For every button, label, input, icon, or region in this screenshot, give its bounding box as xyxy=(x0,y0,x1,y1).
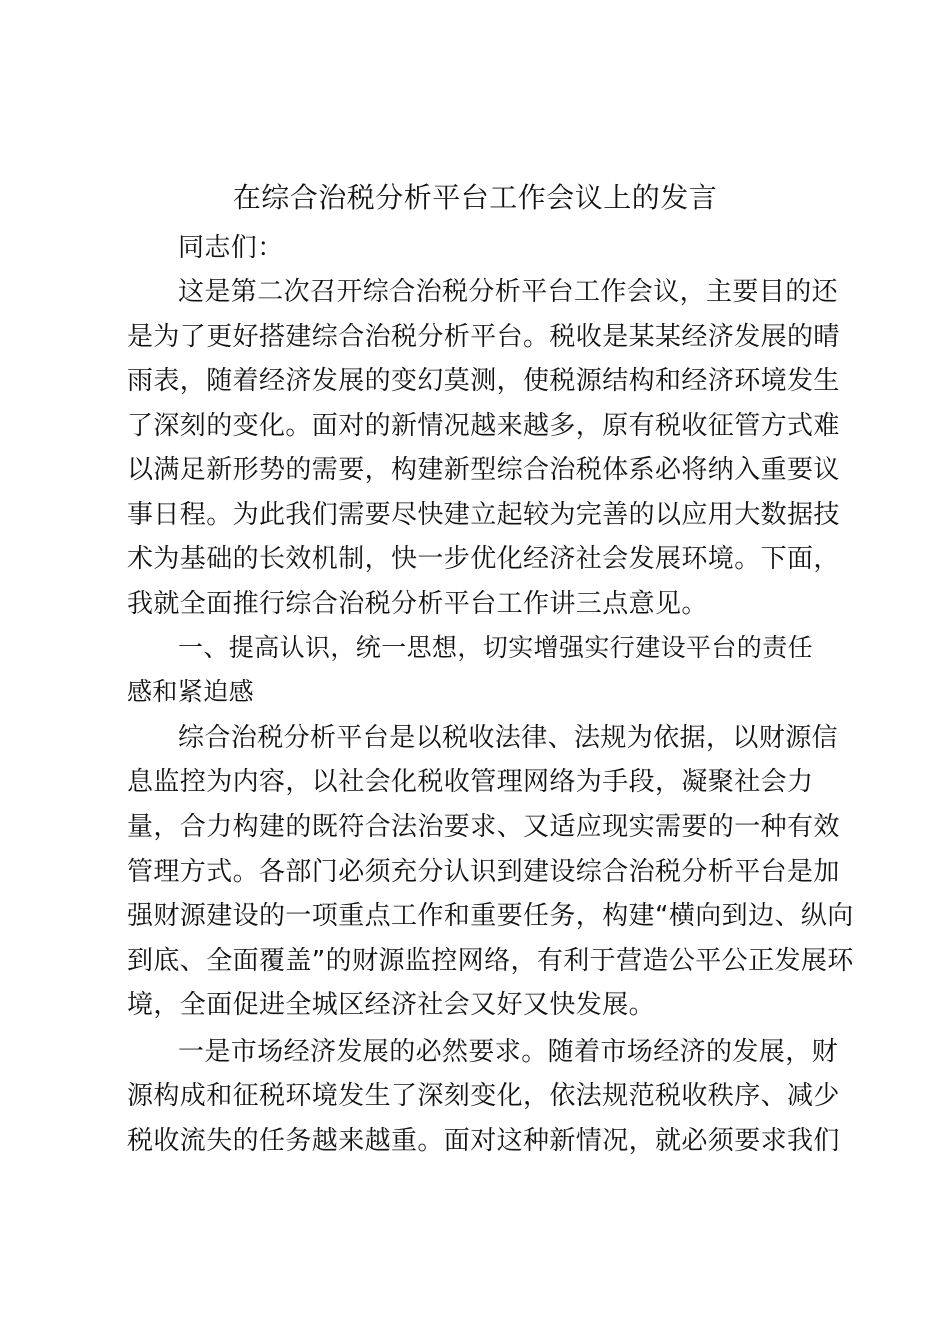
salutation: 同志们： xyxy=(178,233,284,263)
paragraph-line: 量，合力构建的既符合法治要求、又适应现实需要的一种有效 xyxy=(127,812,840,842)
paragraph-line: 是为了更好搭建综合治税分析平台。税收是某某经济发展的晴 xyxy=(127,322,840,352)
paragraph-line: 强财源建设的一项重点工作和重要任务，构建“横向到边、纵向 xyxy=(127,901,854,931)
paragraph-line: 雨表，随着经济发展的变幻莫测，使税源结构和经济环境发生 xyxy=(127,366,840,396)
paragraph-line: 到底、全面覆盖”的财源监控网络，有利于营造公平公正发展环 xyxy=(127,946,854,976)
paragraph-line: 综合治税分析平台是以税收法律、法规为依据，以财源信 xyxy=(178,723,839,753)
paragraph-line: 这是第二次召开综合治税分析平台工作会议，主要目的还 xyxy=(178,277,839,307)
paragraph-line: 以满足新形势的需要，构建新型综合治税体系必将纳入重要议 xyxy=(127,455,840,485)
paragraph-line: 术为基础的长效机制，快一步优化经济社会发展环境。下面， xyxy=(127,544,840,574)
paragraph-line: 税收流失的任务越来越重。面对这种新情况，就必须要求我们 xyxy=(127,1126,840,1156)
paragraph-line: 事日程。为此我们需要尽快建立起较为完善的以应用大数据技 xyxy=(127,500,840,530)
paragraph-line: 我就全面推行综合治税分析平台工作讲三点意见。 xyxy=(127,589,708,619)
paragraph-line: 境，全面促进全城区经济社会又好又快发展。 xyxy=(127,990,656,1020)
paragraph-line: 管理方式。各部门必须充分认识到建设综合治税分析平台是加 xyxy=(127,857,840,887)
paragraph-line: 息监控为内容，以社会化税收管理网络为手段，凝聚社会力 xyxy=(127,767,814,797)
section-heading: 感和紧迫感 xyxy=(127,677,255,706)
paragraph-line: 源构成和征税环境发生了深刻变化，依法规范税收秩序、减少 xyxy=(127,1081,840,1111)
paragraph-line: 了深刻的变化。面对的新情况越来越多，原有税收征管方式难 xyxy=(127,411,840,441)
section-heading: 一、提高认识，统一思想，切实增强实行建设平台的责任 xyxy=(178,633,814,662)
document-title: 在综合治税分析平台工作会议上的发言 xyxy=(232,181,718,214)
paragraph-line: 一是市场经济发展的必然要求。随着市场经济的发展，财 xyxy=(178,1037,839,1067)
